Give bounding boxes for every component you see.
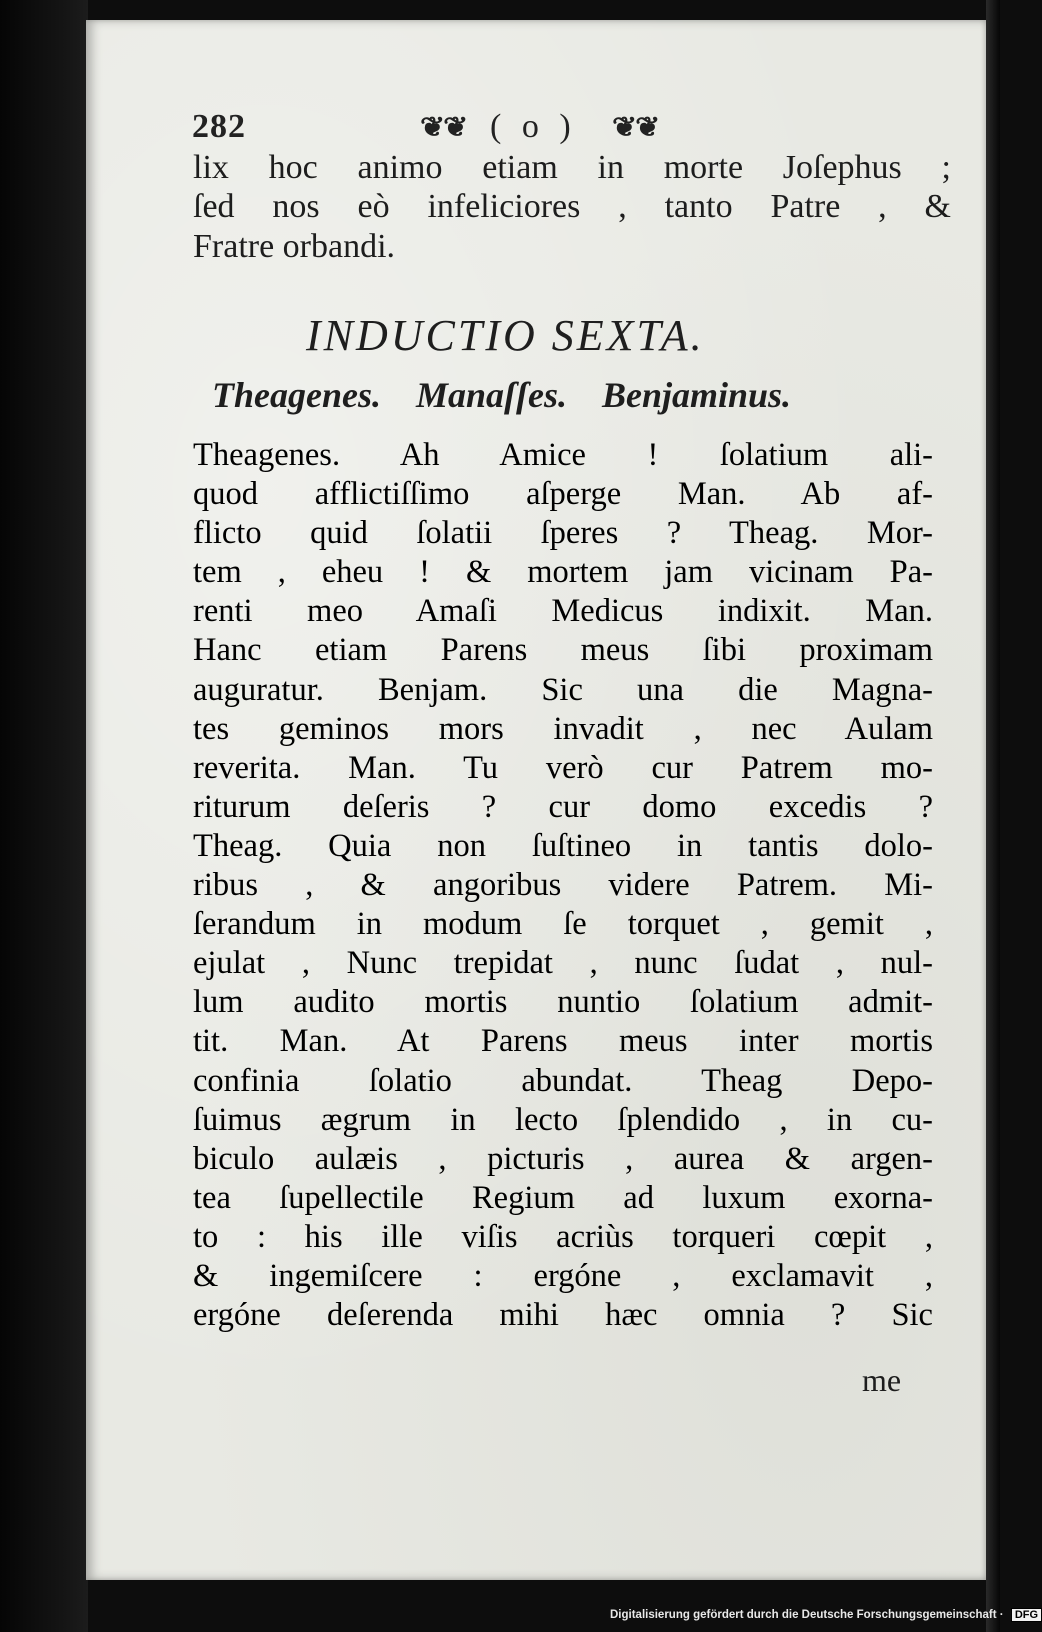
page-header	[192, 108, 772, 148]
text-line: lum audito mortis nuntio ſolatium admit-	[193, 984, 933, 1021]
opening-paragraph	[193, 148, 951, 266]
text-line: Theagenes. Ah Amice ! ſolatium ali-	[193, 437, 933, 473]
text-line: lix hoc animo etiam in morte Joſephus ;	[193, 149, 951, 186]
dfg-logo-icon: DFG	[1011, 1608, 1042, 1622]
page-number: 282	[192, 108, 246, 145]
text-line: tem , eheu ! & mortem jam vicinam Pa-	[193, 554, 933, 591]
text-line: ſerandum in modum ſe torquet , gemit ,	[193, 906, 933, 943]
ornament-right-icon: ❦❦	[612, 112, 659, 143]
text-line: Hanc etiam Parens meus ſibi proximam	[193, 632, 933, 669]
section-heading: INDUCTIO SEXTA.	[306, 311, 705, 360]
footer-text: Digitalisierung gefördert durch die Deutsche Forschungsgemeinschaft ·	[610, 1609, 1004, 1622]
text-line: auguratur. Benjam. Sic una die Magna-	[193, 671, 933, 708]
person-name: Theagenes.	[212, 375, 381, 415]
text-line: ſed nos eò infeliciores , tanto Patre , &	[193, 188, 951, 226]
text-line: to : his ille viſis acriùs torqueri cœpit ,	[193, 1218, 933, 1255]
ornament-left-icon: ❦❦	[420, 112, 467, 143]
catchword: me	[862, 1362, 902, 1398]
text-line: ergóne deſerenda mihi hæc omnia ? Sic	[193, 1297, 933, 1334]
text-line: tit. Man. At Parens meus inter mortis	[193, 1023, 933, 1060]
text-line: biculo aulæis , picturis , aurea & argen-	[193, 1140, 933, 1177]
text-line: ſuimus ægrum in lecto ſplendido , in cu-	[193, 1101, 933, 1138]
person-name: Manaſſes.	[415, 375, 567, 415]
scan-background-right	[986, 0, 1000, 1632]
digitization-footer	[610, 1608, 1039, 1632]
text-line: & ingemiſcere : ergóne , exclamavit ,	[193, 1257, 933, 1294]
text-line: riturum deſeris ? cur domo excedis ?	[193, 788, 933, 825]
text-line: ribus , & angoribus videre Patrem. Mi-	[193, 867, 933, 904]
text-line: tes geminos mors invadit , nec Aulam	[193, 710, 933, 747]
text-line: renti meo Amaſi Medicus indixit. Man.	[193, 593, 933, 630]
text-line: flicto quid ſolatii ſperes ? Theag. Mor-	[193, 515, 933, 552]
header-mark: ( o )	[490, 108, 577, 145]
text-line: quod afflictiſſimo aſperge Man. Ab af-	[193, 476, 933, 513]
text-line: tea ſupellectile Regium ad luxum exorna-	[193, 1179, 933, 1216]
text-line: ejulat , Nunc trepidat , nunc ſudat , nul-	[193, 945, 933, 982]
text-line: Fratre orbandi.	[193, 227, 396, 265]
text-line: confinia ſolatio abundat. Theag Depo-	[193, 1062, 933, 1099]
person-name: Benjaminus.	[601, 375, 792, 415]
dialogue-text	[193, 436, 933, 1335]
text-line: Theag. Quia non ſuſtineo in tantis dolo-	[193, 827, 933, 864]
dramatis-personae	[212, 374, 942, 416]
text-line: reverita. Man. Tu verò cur Patrem mo-	[193, 749, 933, 786]
scan-background-left	[0, 0, 88, 1632]
